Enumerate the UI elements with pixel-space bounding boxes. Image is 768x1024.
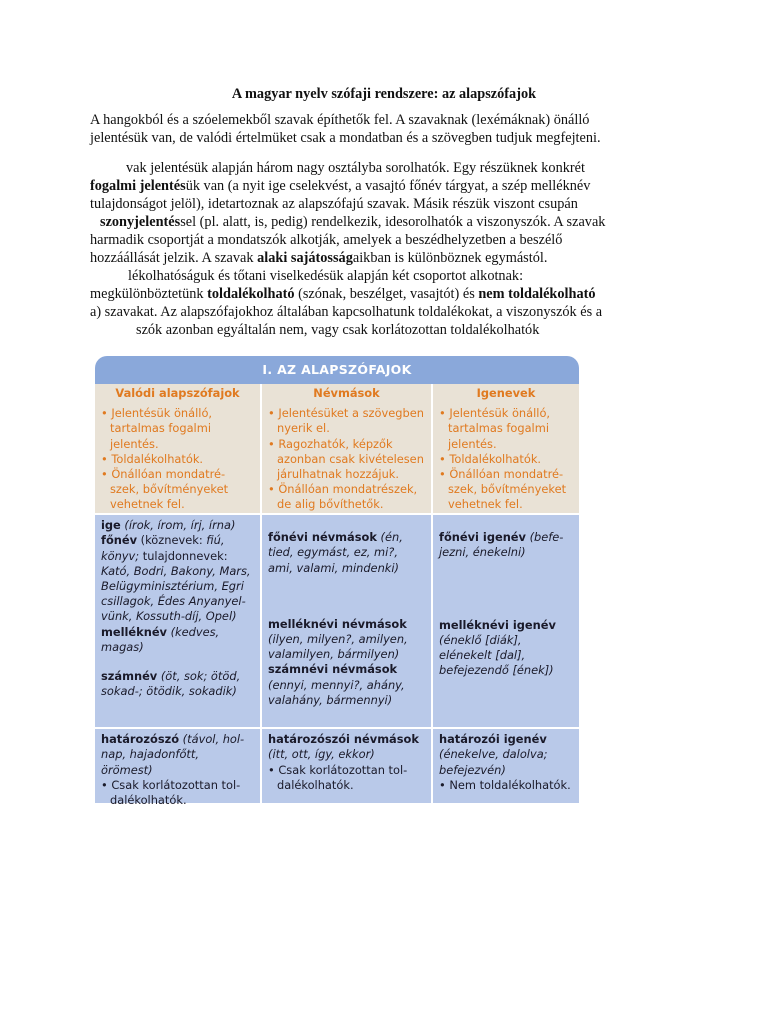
list-item: • Jelentésük önálló, tartalmas fogalmi jelentés.	[439, 406, 551, 451]
word-types-cell-valodi	[95, 515, 262, 727]
hatarozoszo-entry: határozószó (távol, hol-nap, hajadonfőtt, örömest)	[101, 732, 245, 777]
column-header-igenevek: Igenevek	[433, 384, 579, 403]
paragraph-2-line-3: tulajdonságot jelöl), idetartoznak az alapszófajú szavak. Másik részük viszont csupán	[90, 196, 578, 212]
ige-entry: ige (írok, írom, írj, írna)	[101, 518, 236, 533]
list-item: • Toldalékolhatók.	[101, 451, 204, 466]
adverbs-cell-igenevek	[433, 729, 579, 803]
paragraph-2-line-10: szók azonban egyáltalán nem, vagy csak korlátozottan toldalékolhatók	[136, 322, 540, 338]
list-item: • Jelentésüket a szövegben nyerik el.	[268, 406, 424, 436]
paragraph-2-line-6: hozzáállását jelzik. A szavak alaki sajátosságaikban is különböznek egymástól.	[90, 250, 548, 266]
hatarozoi-igenev-entry: határozói igenév (énekelve, dalolva; befejezvén)	[439, 732, 548, 777]
list-item: • Csak korlátozottan tol-dalékolhatók.	[268, 762, 408, 792]
adverbs-cell-valodi	[95, 729, 262, 808]
document-title: A magyar nyelv szófaji rendszere: az alapszófajok	[231, 86, 537, 102]
word-class-table	[95, 356, 579, 808]
properties-cell-valodi	[95, 403, 262, 513]
word-types-cell-nevmasok	[262, 515, 433, 727]
mellek-entry: melléknév (kedves, magas)	[101, 624, 220, 654]
paragraph-2-line-4: szonyjelentéssel (pl. alatt, is, pedig) rendelkezik, idesorolhatók a viszonyszók. A szavak	[100, 214, 606, 230]
list-item: • Toldalékolhatók.	[439, 451, 542, 466]
word-types-cell-igenevek	[433, 515, 579, 727]
list-item: • Önállóan mondatré-szek, bővítményeket vehetnek fel.	[439, 467, 567, 512]
adverbs-cell-nevmasok	[262, 729, 433, 803]
paragraph-2-line-2: fogalmi jelentésük van (a nyit ige cselekvést, a vasajtó főnév tárgyat, a szép melléknév	[90, 178, 591, 194]
hatarozoi-nevmas-entry: határozószói névmások (itt, ott, így, ekkor)	[268, 732, 419, 762]
properties-cell-nevmasok	[262, 403, 433, 513]
properties-cell-igenevek	[433, 403, 579, 513]
paragraph-1-line-1: A hangokból és a szóelemekből szavak építhetők fel. A szavaknak (lexémáknak) önálló	[90, 112, 590, 128]
paragraph-2-line-8: megkülönböztetünk toldalékolható (szónak, beszélget, vasajtót) és nem toldalékolható	[90, 286, 596, 302]
list-item: • Önállóan mondatré-szek, bővítményeket vehetnek fel.	[101, 467, 229, 512]
mellekneve-nevmas-entry: melléknévi névmások (ilyen, milyen?, amilyen, valamilyen, bármilyen)	[268, 616, 408, 662]
paragraph-2-line-5: harmadik csoportját a mondatszók alkotják, amelyek a beszédhelyzetben a beszélő	[90, 232, 563, 248]
word-types-row	[95, 513, 579, 727]
fonevi-igenev-entry: főnévi igenév (befe-jezni, énekelni)	[439, 530, 564, 560]
mellekneve-igenev-entry: melléknévi igenév (éneklő [diák], elénekelt [dal], befejezendő [ének])	[439, 617, 556, 678]
adverbs-row	[95, 727, 579, 808]
list-item: • Önállóan mondatrészek, de alig bővíthetők.	[268, 482, 418, 512]
table-header: I. AZ ALAPSZÓFAJOK	[95, 356, 579, 384]
paragraph-2-line-9: a) szavakat. Az alapszófajokhoz általában kapcsolhatunk toldalékokat, a viszonyszók és a	[90, 304, 603, 320]
fonev-entry: főnév (köznevek: fiú, könyv; tulajdonnevek: Kató, Bodri, Bakony, Mars, Belügyminisztérium, Egri csillagok, Édes Anyanyel-vünk, Kossuth-díj, Opel)	[101, 533, 251, 624]
list-item: • Jelentésük önálló, tartalmas fogalmi jelentés.	[101, 406, 213, 451]
properties-row	[95, 403, 579, 513]
list-item: • Ragozhatók, képzők azonban csak kivételesen járulhatnak hozzájuk.	[268, 436, 424, 482]
column-header-valodi: Valódi alapszófajok	[95, 384, 262, 403]
szamnevi-nevmas-entry: számnévi névmások (ennyi, mennyi?, ahány, valahány, bármennyi)	[268, 662, 405, 707]
fonevi-nevmas-entry: főnévi névmások (én, tied, egymást, ez, mi?, ami, valami, mindenki)	[268, 530, 403, 575]
paragraph-2-line-7: lékolhatóságuk és tőtani viselkedésük alapján két csoportot alkotnak:	[128, 268, 524, 284]
szamnev-entry: számnév (öt, sok; ötöd, sokad-; ötödik, sokadik)	[101, 669, 241, 699]
list-item: • Csak korlátozottan tol-dalékolhatók.	[101, 777, 241, 808]
paragraph-1-line-2: jelentésük van, de valódi értelmüket csak a mondatban és a szövegben tudjuk megfejteni.	[90, 130, 601, 146]
column-header-nevmasok: Névmások	[262, 384, 433, 403]
column-headers-row	[95, 384, 579, 403]
paragraph-2-line-1: vak jelentésük alapján három nagy osztályba sorolhatók. Egy részüknek konkrét	[126, 160, 585, 176]
list-item: • Nem toldalékolhatók.	[439, 777, 571, 792]
